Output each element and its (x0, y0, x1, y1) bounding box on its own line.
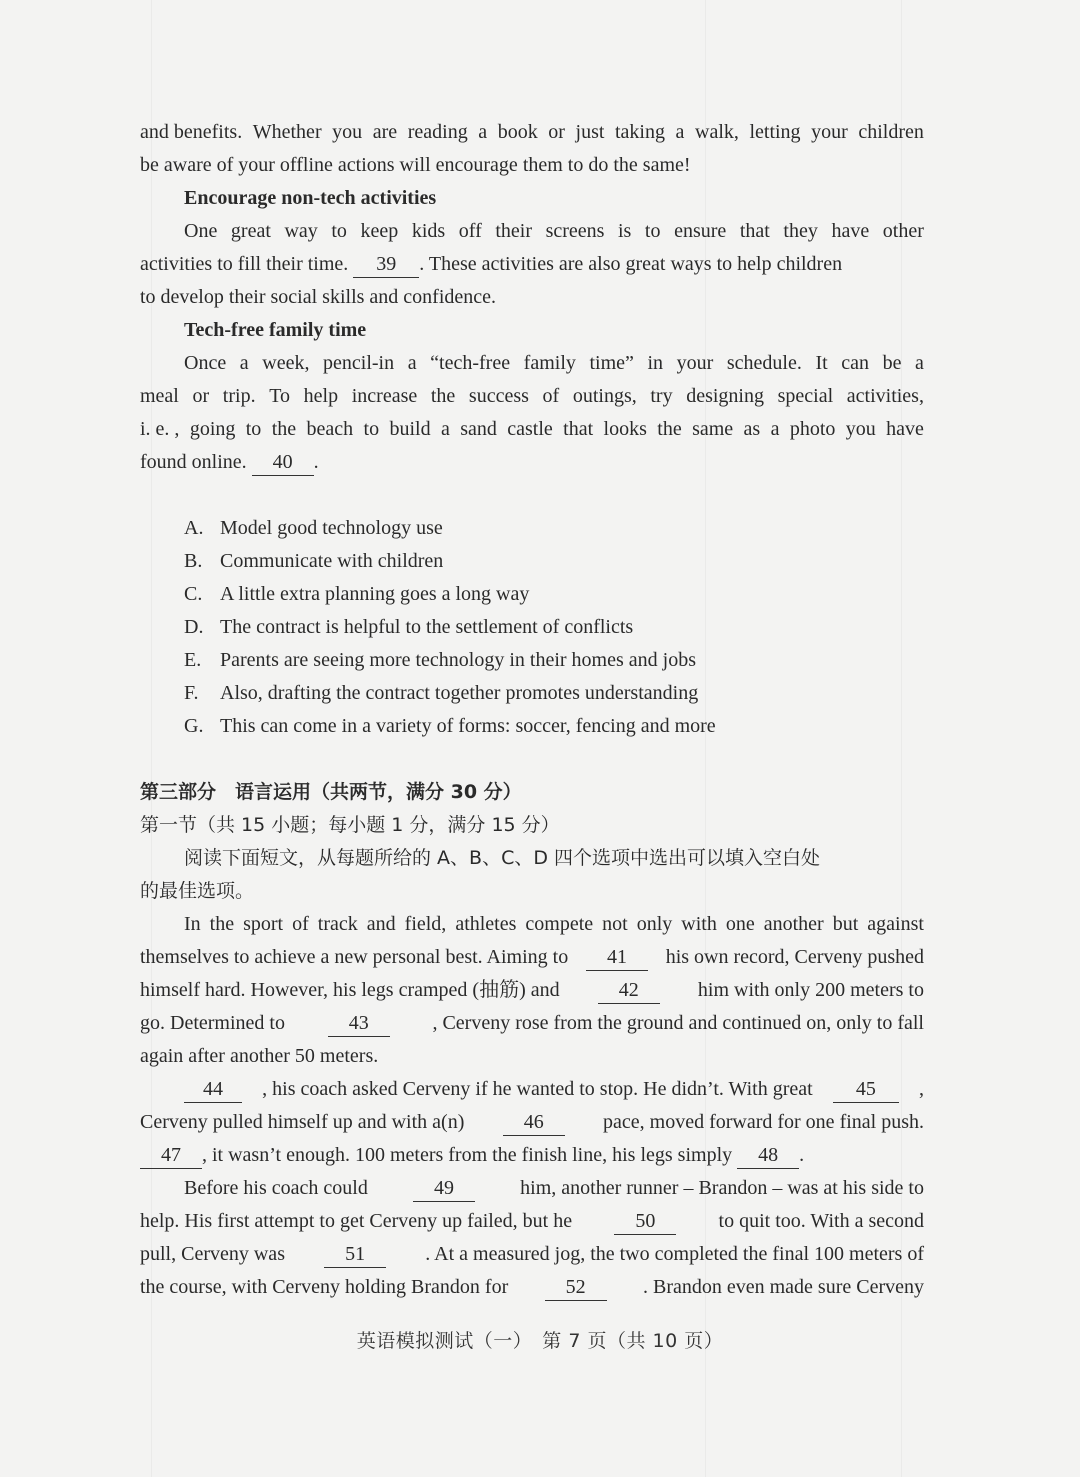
text-line: again after another 50 meters. (140, 1045, 379, 1067)
word: pencil-in (323, 352, 395, 374)
text-line: go. Determined to 43 , Cerveny rose from the ground and continued on, only to fall (140, 1007, 924, 1040)
word: against (867, 913, 924, 935)
word: week, (262, 352, 310, 374)
word: try (650, 385, 673, 407)
word: i. e. , (140, 418, 180, 440)
text-line: Cerveny pulled himself up and with a(n) 46 pace, moved forward for one final push. (140, 1106, 924, 1139)
option-item (140, 710, 924, 743)
word: way (284, 220, 318, 242)
word: athletes (455, 913, 517, 935)
word: To (269, 385, 291, 407)
text-line: Before his coach could 49 him, another runner – Brandon – was at his side to (140, 1172, 924, 1205)
text-line: found online. 40 . (140, 446, 924, 479)
word: of (292, 913, 309, 935)
option-letter: E. (184, 649, 202, 671)
word: In (184, 913, 201, 935)
section-title: 第一节（共 15 小题；每小题 1 分，满分 15 分） (140, 814, 560, 836)
option-text: Parents are seeing more technology in their homes and jobs (220, 649, 696, 671)
option-item (140, 611, 924, 644)
text-line: to develop their social skills and confidence. (140, 286, 497, 308)
word: activities, (846, 385, 924, 407)
part-title: 第三部分 语言运用（共两节，满分 30 分） (140, 781, 522, 803)
option-text: A little extra planning goes a long way (220, 583, 530, 605)
answer-blank-48: 48 (737, 1144, 799, 1169)
word: is (618, 220, 632, 242)
word: family (523, 352, 576, 374)
text-line: activities to fill their time. 39 . These activities are also great ways to help children (140, 248, 924, 281)
word: are (372, 121, 398, 143)
word: only (636, 913, 673, 935)
text-line (140, 380, 924, 413)
word: walk, (695, 121, 739, 143)
word: beach (306, 418, 354, 440)
word: keep (360, 220, 399, 242)
option-letter: A. (184, 517, 204, 539)
word: the (657, 418, 682, 440)
word: outings, (572, 385, 637, 407)
text-line (140, 215, 924, 248)
word: a (440, 418, 450, 440)
spacer (140, 743, 924, 776)
instruction-line: 阅读下面短文，从每题所给的 A、B、C、D 四个选项中选出可以填入空白处 (184, 847, 821, 869)
word: your (811, 121, 848, 143)
word: another (763, 913, 824, 935)
text-line: be aware of your offline actions will encourage them to do the same! (140, 154, 691, 176)
option-letter: C. (184, 583, 203, 605)
word: photo (789, 418, 836, 440)
option-item (140, 677, 924, 710)
answer-blank-52: 52 (545, 1276, 607, 1301)
text-line: 44 , his coach asked Cerveny if he wanted to stop. He didn’t. With great 45 , (140, 1073, 924, 1106)
word: as (743, 418, 761, 440)
word: your (676, 352, 714, 374)
word: compete (525, 913, 594, 935)
text-line: the course, with Cerveny holding Brandon for 52 . Brandon even made sure Cerveny (140, 1271, 924, 1304)
word: going (189, 418, 236, 440)
answer-blank-50: 50 (614, 1210, 676, 1235)
word: to (644, 220, 661, 242)
word: with (681, 913, 717, 935)
instruction-line: 的最佳选项。 (140, 880, 255, 902)
option-item (140, 512, 924, 545)
word: schedule. (726, 352, 802, 374)
word: a (915, 352, 924, 374)
word: track (317, 913, 358, 935)
word: trip. (222, 385, 256, 407)
section-heading: Tech-free family time (184, 319, 367, 341)
text-line (140, 413, 924, 446)
word: field, (404, 913, 447, 935)
word: It (815, 352, 828, 374)
answer-blank-43: 43 (328, 1012, 390, 1037)
word: children (858, 121, 924, 143)
word: letting (749, 121, 801, 143)
word: great (230, 220, 271, 242)
word: help (303, 385, 339, 407)
option-text: The contract is helpful to the settlement of conflicts (220, 616, 634, 638)
option-letter: D. (184, 616, 204, 638)
word: just (575, 121, 605, 143)
option-text: Model good technology use (220, 517, 443, 539)
answer-blank-42: 42 (598, 979, 660, 1004)
word: same (692, 418, 734, 440)
text-line: 47 , it wasn’t enough. 100 meters from the finish line, his legs simply 48 . (140, 1139, 924, 1172)
text-line: themselves to achieve a new personal best. Aiming to 41 his own record, Cerveny pushed (140, 941, 924, 974)
word: Once (184, 352, 227, 374)
word: you (332, 121, 363, 143)
text-line (140, 347, 924, 380)
word: designing (686, 385, 764, 407)
word: that (563, 418, 594, 440)
text-line: himself hard. However, his legs cramped (抽筋) and 42 him with only 200 meters to (140, 974, 924, 1007)
word: have (831, 220, 870, 242)
word: increase (351, 385, 418, 407)
section-heading: Encourage non-tech activities (184, 187, 437, 209)
word: be (882, 352, 902, 374)
word: in (647, 352, 664, 374)
option-letter: F. (184, 682, 199, 704)
option-item (140, 578, 924, 611)
word: Whether (252, 121, 322, 143)
word: castle (507, 418, 553, 440)
word: a (407, 352, 417, 374)
word: of (542, 385, 560, 407)
word: One (184, 220, 218, 242)
word: one (725, 913, 755, 935)
word: you (845, 418, 876, 440)
word: can (841, 352, 869, 374)
word: to (331, 220, 347, 242)
option-item (140, 545, 924, 578)
answer-blank-39: 39 (353, 253, 419, 278)
word: special (777, 385, 834, 407)
word: that (739, 220, 770, 242)
word: a (239, 352, 249, 374)
word: kids (411, 220, 446, 242)
word: to (245, 418, 262, 440)
word: have (886, 418, 924, 440)
word: ensure (674, 220, 727, 242)
word: sport (243, 913, 284, 935)
page-footer: 英语模拟测试（一） 第 7 页（共 10 页） (356, 1330, 724, 1352)
word: not (602, 913, 628, 935)
option-text: Communicate with children (220, 550, 444, 572)
page-content (140, 116, 924, 1304)
word: looks (603, 418, 647, 440)
answer-blank-45: 45 (833, 1078, 899, 1103)
word: sand (460, 418, 497, 440)
word: or (192, 385, 210, 407)
answer-blank-44: 44 (184, 1078, 242, 1103)
answer-blank-40: 40 (252, 451, 314, 476)
word: but (832, 913, 859, 935)
word: and benefits. (140, 121, 243, 143)
word: and (366, 913, 396, 935)
option-letter: B. (184, 550, 203, 572)
answer-blank-47: 47 (140, 1144, 202, 1169)
word: time” (589, 352, 634, 374)
option-letter: G. (184, 715, 204, 737)
word: a (770, 418, 780, 440)
answer-blank-46: 46 (503, 1111, 565, 1136)
text-line: pull, Cerveny was 51 . At a measured jog, the two completed the final 100 meters of (140, 1238, 924, 1271)
word: other (882, 220, 924, 242)
word: “tech-free (430, 352, 511, 374)
word: the (430, 385, 456, 407)
word: to (363, 418, 380, 440)
word: taking (614, 121, 665, 143)
answer-blank-49: 49 (413, 1177, 475, 1202)
spacer (140, 479, 924, 512)
word: their (495, 220, 532, 242)
word: the (209, 913, 235, 935)
text-line (140, 908, 924, 941)
word: they (783, 220, 818, 242)
answer-blank-51: 51 (324, 1243, 386, 1268)
word: a (675, 121, 685, 143)
option-text: This can come in a variety of forms: soccer, fencing and more (220, 715, 716, 737)
text-line: help. His first attempt to get Cerveny up failed, but he 50 to quit too. With a second (140, 1205, 924, 1238)
word: meal (140, 385, 179, 407)
word: the (271, 418, 297, 440)
word: success (468, 385, 529, 407)
word: screens (545, 220, 605, 242)
option-item (140, 644, 924, 677)
word: a (478, 121, 488, 143)
options-list (140, 512, 924, 743)
word: reading (407, 121, 468, 143)
answer-blank-41: 41 (586, 946, 648, 971)
text-line (140, 116, 924, 149)
word: book (497, 121, 538, 143)
option-text: Also, drafting the contract together promotes understanding (220, 682, 699, 704)
word: build (389, 418, 431, 440)
word: off (458, 220, 482, 242)
word: or (548, 121, 565, 143)
